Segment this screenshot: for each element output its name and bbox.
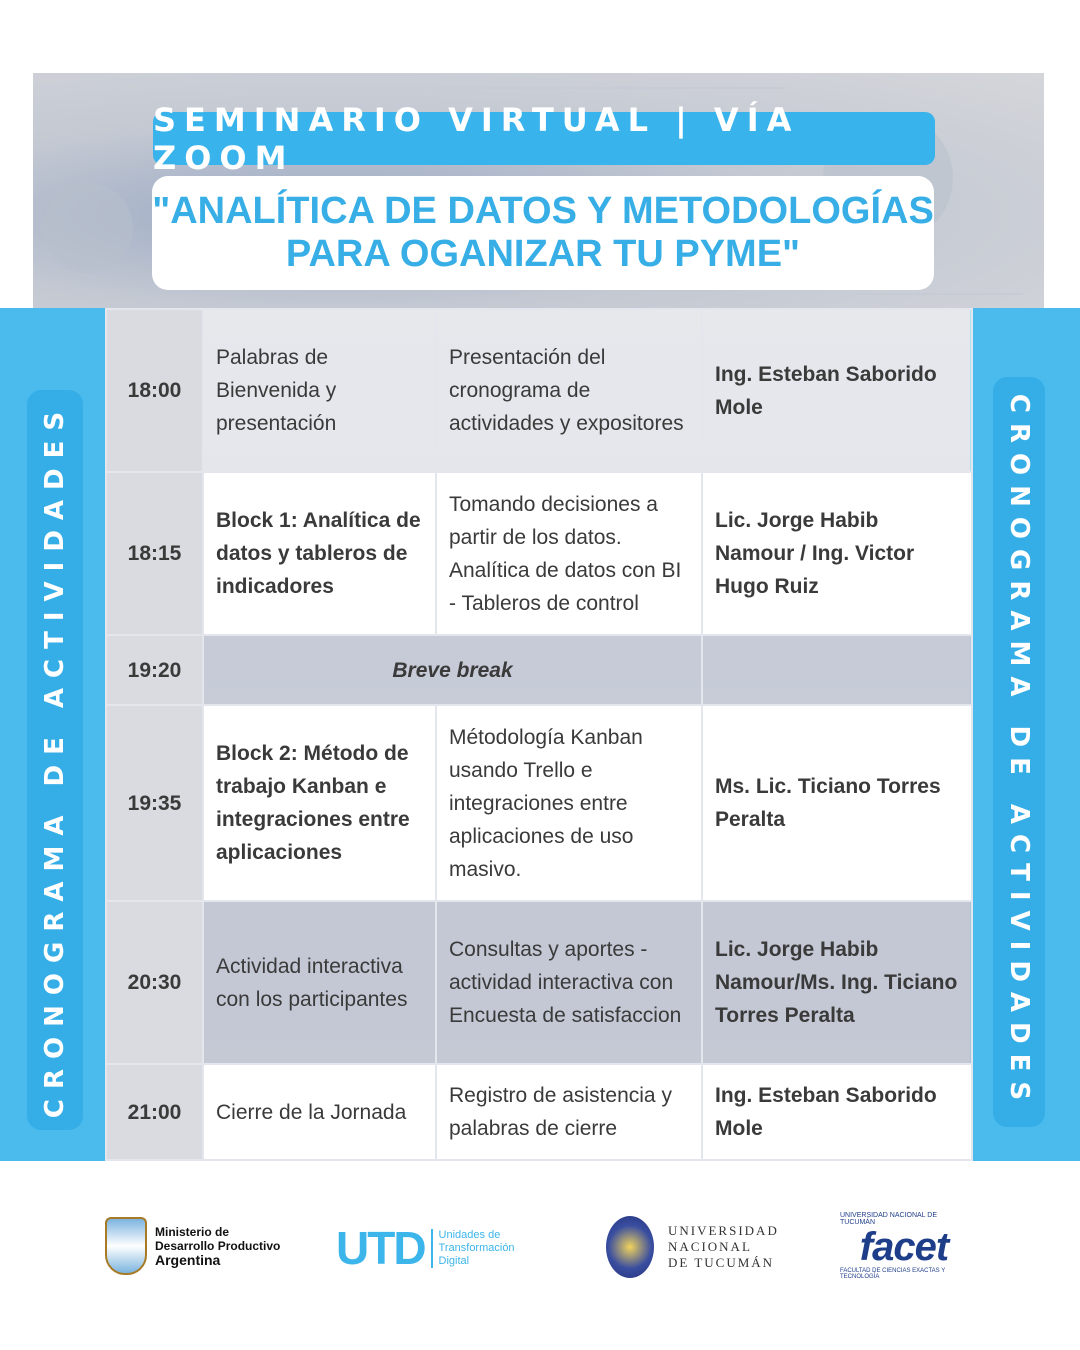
description-cell: Métodología Kanban usando Trello e integraciones entre aplicaciones de uso masivo. [436,705,702,901]
footer-logos [0,1161,1080,1350]
speaker-cell [702,635,972,705]
page-title [152,176,934,290]
utd-wordmark: UTD [336,1222,425,1274]
schedule-table [105,308,973,1161]
table-row [106,705,972,901]
event-badge: SEMINARIO VIRTUAL | VÍA ZOOM [153,112,935,165]
university-seal-icon [606,1216,654,1278]
speaker-cell: Ing. Esteban Saborido Mole [702,309,972,472]
topic-cell: Block 2: Método de trabajo Kanban e integraciones entre aplicaciones [203,705,436,901]
blurred-text-line [853,293,1023,295]
speaker-cell: Ms. Lic. Ticiano Torres Peralta [702,705,972,901]
unt-logo [606,1216,779,1278]
logo-text-line: Transformación [438,1241,515,1254]
table-row [106,472,972,635]
description-cell: Presentación del cronograma de actividades y expositores [436,309,702,472]
description-cell: Consultas y aportes - actividad interactiva con Encuesta de satisfaccion [436,901,702,1064]
vertical-label-text: CRONOGRAMA DE ACTIVIDADES [40,401,71,1119]
table-row [106,1064,972,1160]
utd-logo [336,1221,515,1275]
description-cell: Registro de asistencia y palabras de cierre [436,1064,702,1160]
time-cell: 21:00 [106,1064,203,1160]
time-cell: 18:00 [106,309,203,472]
blurred-text-line [433,87,783,89]
topic-cell: Block 1: Analítica de datos y tableros de indicadores [203,472,436,635]
facet-bottom-text: FACULTAD DE CIENCIAS EXACTAS Y TECNOLOGÍA [840,1268,946,1280]
utd-text [431,1229,515,1268]
facet-box [840,1203,968,1289]
title-line: "ANALÍTICA DE DATOS Y METODOLOGÍAS [152,190,934,232]
topic-cell: Palabras de Bienvenida y presentación [203,309,436,472]
time-cell: 19:35 [106,705,203,901]
table-row [106,635,972,705]
ministerio-logo [105,1217,280,1275]
ministerio-text [155,1225,280,1267]
topic-cell: Cierre de la Jornada [203,1064,436,1160]
speaker-cell: Ing. Esteban Saborido Mole [702,1064,972,1160]
logo-text-line: Desarrollo Productivo [155,1239,281,1253]
time-cell: 19:20 [106,635,203,705]
blurred-chart-circle [43,183,133,273]
logo-text-line: Argentina [155,1252,221,1268]
logo-text-line: UNIVERSIDAD [668,1223,779,1238]
table-row [106,901,972,1064]
vertical-label-right [993,377,1045,1127]
argentina-shield-icon [105,1217,147,1275]
logo-text-line: Ministerio de [155,1225,230,1239]
time-cell: 20:30 [106,901,203,1064]
logo-text-line: Digital [438,1254,470,1267]
logo-text-line: NACIONAL [668,1239,752,1254]
vertical-label-text: CRONOGRAMA DE ACTIVIDADES [1004,393,1035,1111]
facet-logo [840,1203,968,1289]
facet-wordmark: facet [859,1225,949,1269]
unt-text [668,1223,779,1271]
table-row [106,309,972,472]
description-cell: Tomando decisiones a partir de los datos. Analítica de datos con BI - Tableros de control [436,472,702,635]
speaker-cell: Lic. Jorge Habib Namour / Ing. Victor Hugo Ruiz [702,472,972,635]
facet-top-text: UNIVERSIDAD NACIONAL DE TUCUMÁN [840,1212,937,1226]
logo-text-line: Unidades de [438,1228,501,1241]
break-cell: Breve break [203,635,702,705]
title-line: PARA OGANIZAR TU PYME" [285,233,801,275]
speaker-cell: Lic. Jorge Habib Namour/Ms. Ing. Ticiano Torres Peralta [702,901,972,1064]
vertical-label-left [27,390,83,1130]
time-cell: 18:15 [106,472,203,635]
topic-cell: Actividad interactiva con los participantes [203,901,436,1064]
logo-text-line: DE TUCUMÁN [668,1255,775,1270]
